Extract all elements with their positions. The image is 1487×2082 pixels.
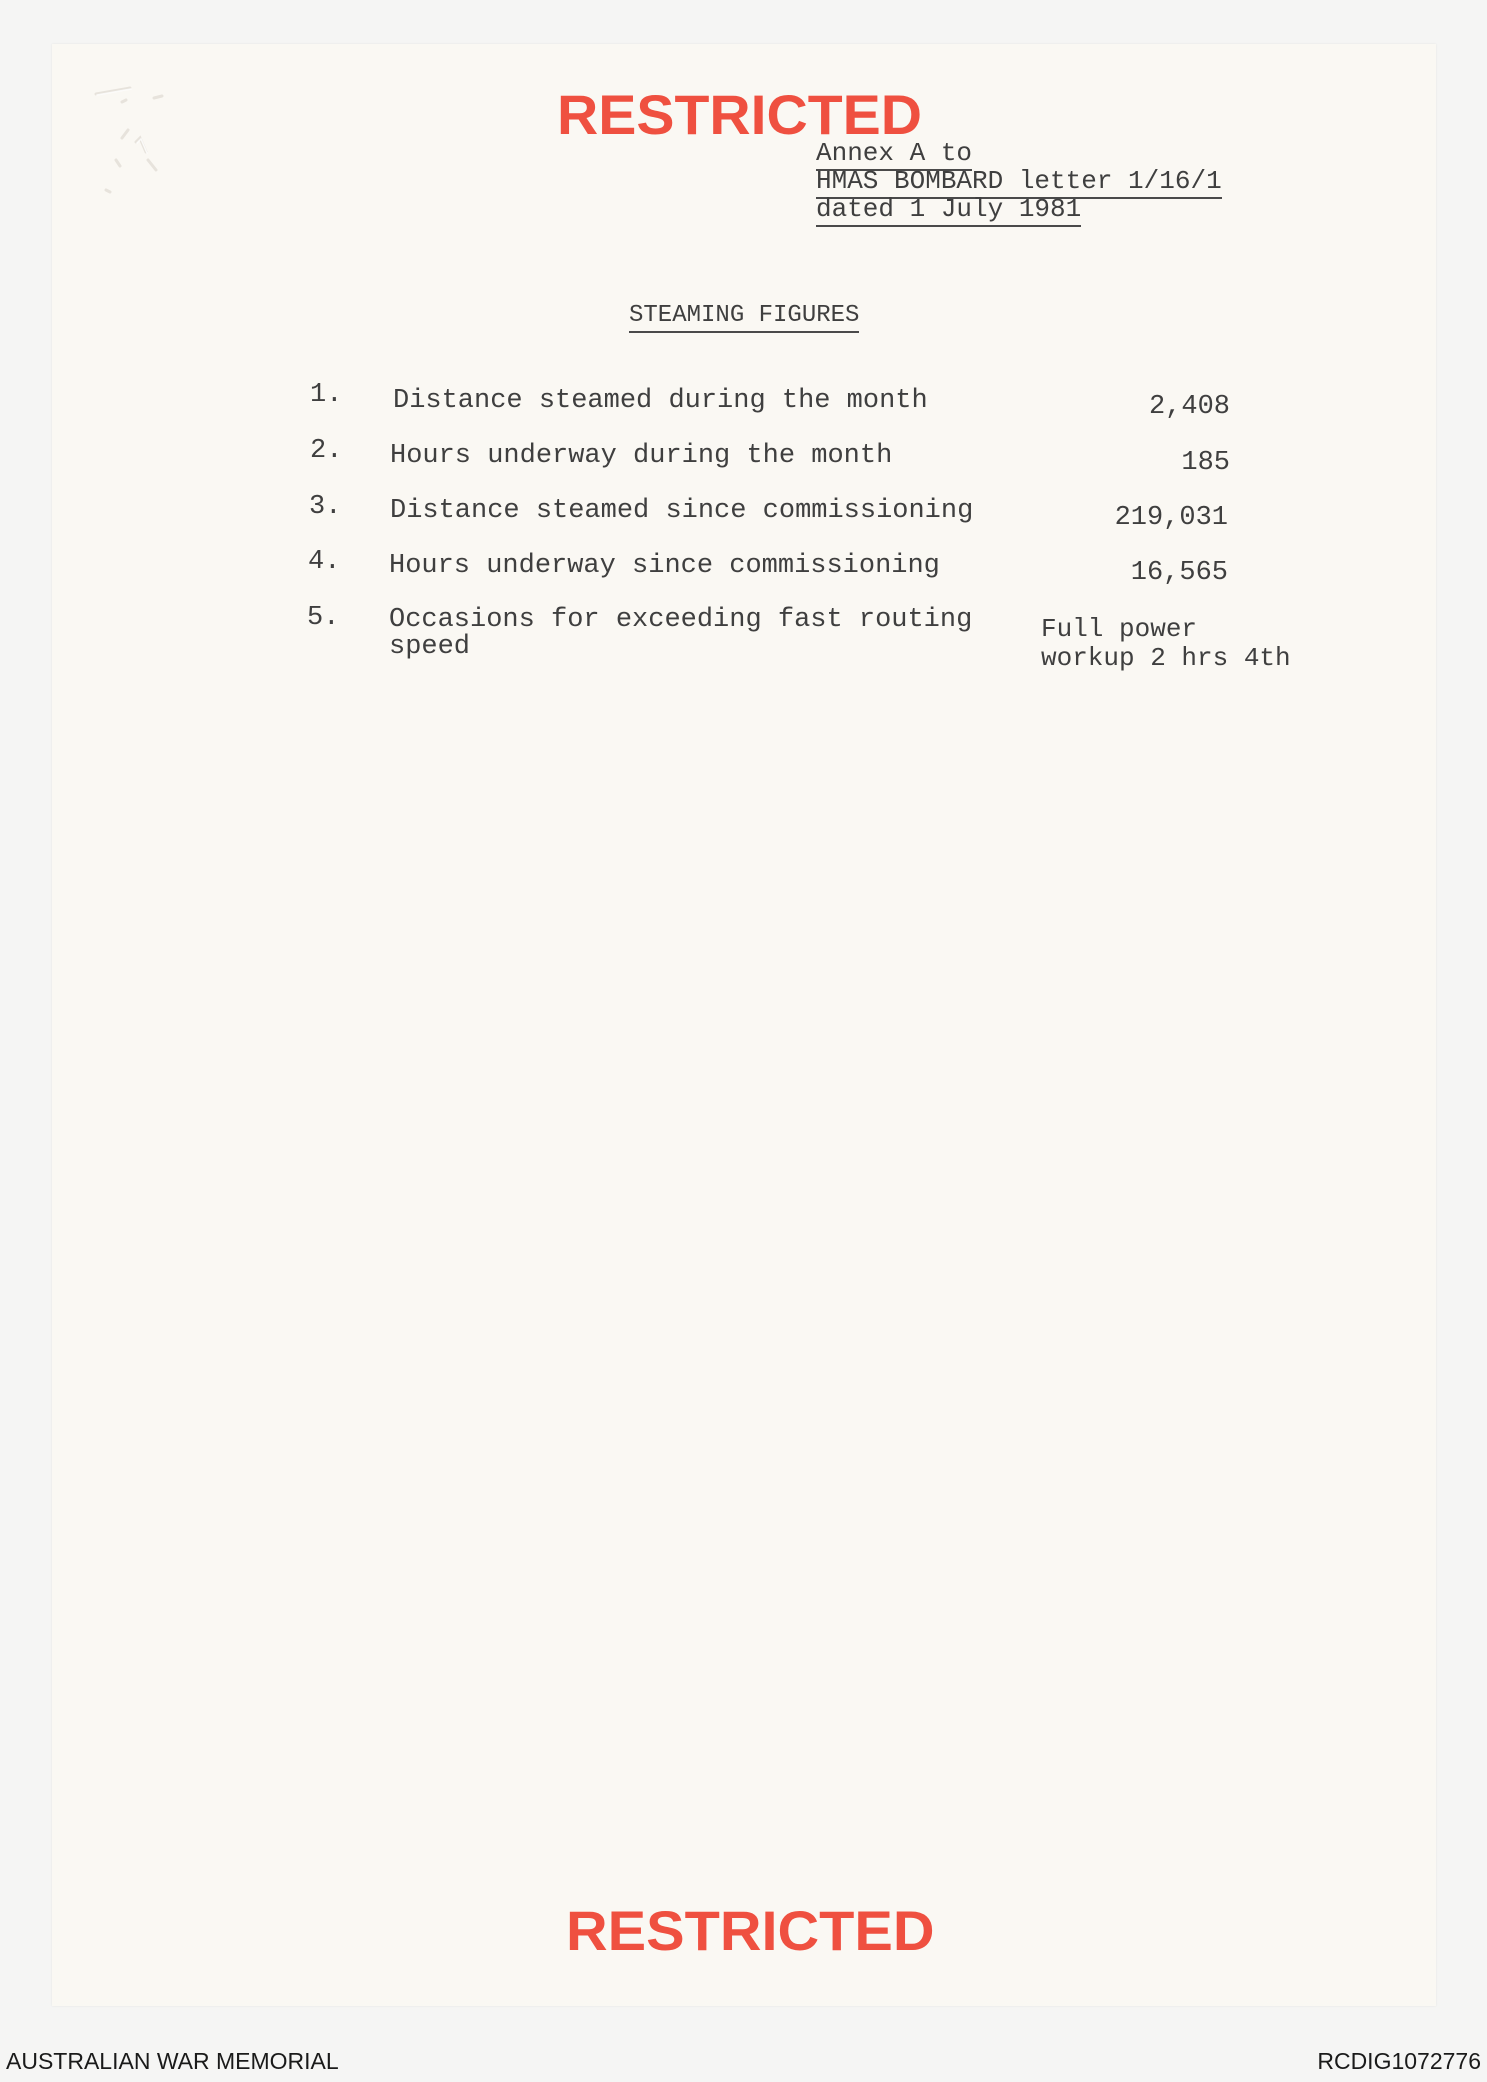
footer-identifier: RCDIG1072776 <box>1317 2048 1481 2074</box>
page-title: STEAMING FIGURES <box>629 302 859 333</box>
reference-letter: HMAS BOMBARD letter 1/16/1 <box>816 166 1222 199</box>
item-value: 16,565 <box>1130 558 1228 588</box>
item-description-line: Occasions for exceeding fast routing <box>389 605 973 635</box>
item-number: 4. <box>308 547 341 577</box>
item-number: 2. <box>310 436 343 466</box>
item-value: 2,408 <box>1148 392 1230 422</box>
footer-institution: AUSTRALIAN WAR MEMORIAL <box>6 2048 339 2074</box>
item-value: 219,031 <box>1114 503 1228 533</box>
embossed-mark <box>92 80 222 200</box>
item-number: 5. <box>307 603 340 633</box>
item-description <box>389 607 972 661</box>
item-description: Hours underway since commissioning <box>389 551 940 581</box>
item-description: Hours underway during the month <box>390 441 893 471</box>
item-description: Distance steamed during the month <box>393 386 928 416</box>
item-number: 1. <box>310 380 343 410</box>
item-number: 3. <box>309 492 342 522</box>
restricted-stamp-bottom: RESTRICTED <box>566 1899 935 1962</box>
item-value-line: workup 2 hrs 4th <box>1041 643 1291 673</box>
item-value <box>1041 615 1291 673</box>
paper-sheet <box>52 44 1436 2006</box>
item-description: Distance steamed since commissioning <box>390 496 974 526</box>
reference-date: dated 1 July 1981 <box>816 194 1081 227</box>
item-description-line: speed <box>389 632 471 662</box>
reference-annex: Annex A to <box>816 138 972 171</box>
item-value: 185 <box>1181 448 1230 478</box>
item-value-line: Full power <box>1041 614 1198 644</box>
restricted-stamp-top: RESTRICTED <box>557 83 922 146</box>
